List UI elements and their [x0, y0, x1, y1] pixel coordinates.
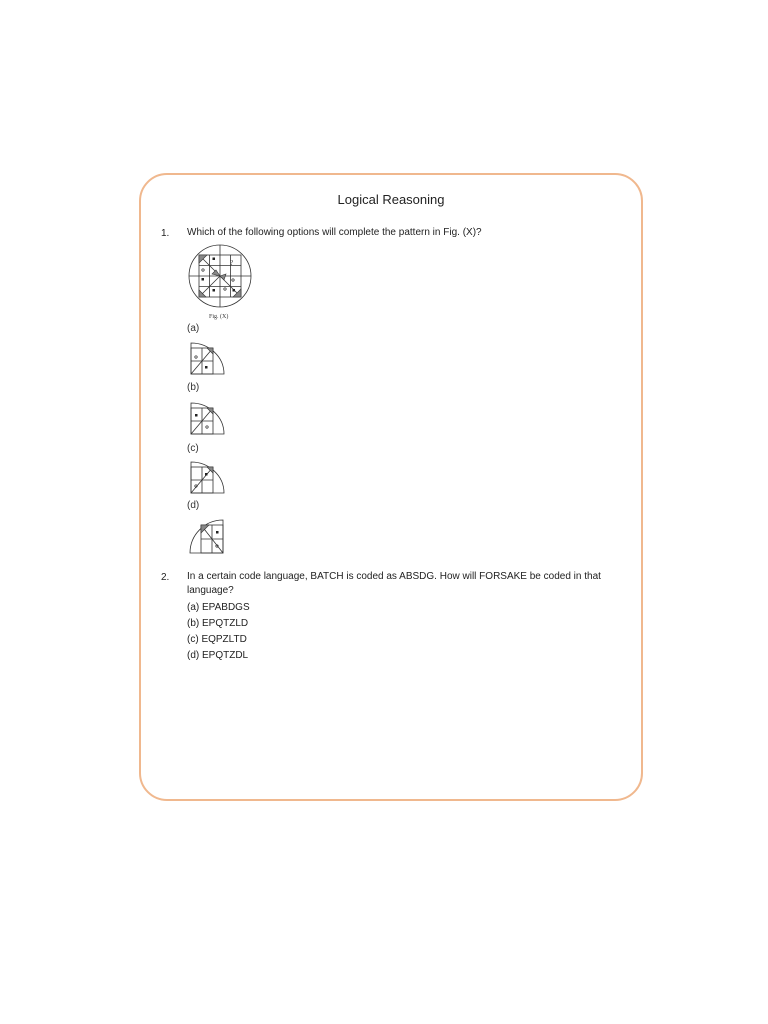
- page-title: Logical Reasoning: [337, 192, 445, 207]
- question-2-option-a[interactable]: (a) EPABDGS: [187, 602, 250, 613]
- question-1-option-a-label[interactable]: (a): [187, 323, 200, 334]
- question-1-option-c-label[interactable]: (c): [187, 443, 199, 454]
- option-b-drawing: [189, 400, 227, 436]
- question-1-number: 1.: [161, 228, 170, 239]
- figure-x-caption: Fig. (X): [209, 314, 229, 320]
- question-2-option-d[interactable]: (d) EPQTZDL: [187, 650, 249, 661]
- question-card: [139, 173, 643, 801]
- figure-x: [187, 243, 255, 321]
- option-d-drawing: [187, 517, 227, 555]
- question-1-option-b-figure[interactable]: [189, 400, 227, 436]
- question-1-option-d-label[interactable]: (d): [187, 500, 200, 511]
- question-1-option-a-figure[interactable]: [189, 340, 227, 376]
- question-2-number: 2.: [161, 572, 170, 583]
- question-1-text: Which of the following options will complete the pattern in Fig. (X)?: [187, 227, 482, 238]
- question-1-option-d-figure[interactable]: [187, 517, 227, 555]
- question-1-option-b-label[interactable]: (b): [187, 382, 200, 393]
- figure-x-question-mark: ?: [230, 259, 234, 267]
- option-a-drawing: [189, 340, 227, 376]
- figure-x-drawing: [187, 243, 255, 321]
- question-2-option-b[interactable]: (b) EPQTZLD: [187, 618, 249, 629]
- question-2-text: In a certain code language, BATCH is coded as ABSDG. How will FORSAKE be coded in that language?: [187, 571, 601, 596]
- question-2-option-c[interactable]: (c) EQPZLTD: [187, 634, 247, 645]
- option-c-drawing: [189, 459, 227, 495]
- question-1-option-c-figure[interactable]: [189, 459, 227, 495]
